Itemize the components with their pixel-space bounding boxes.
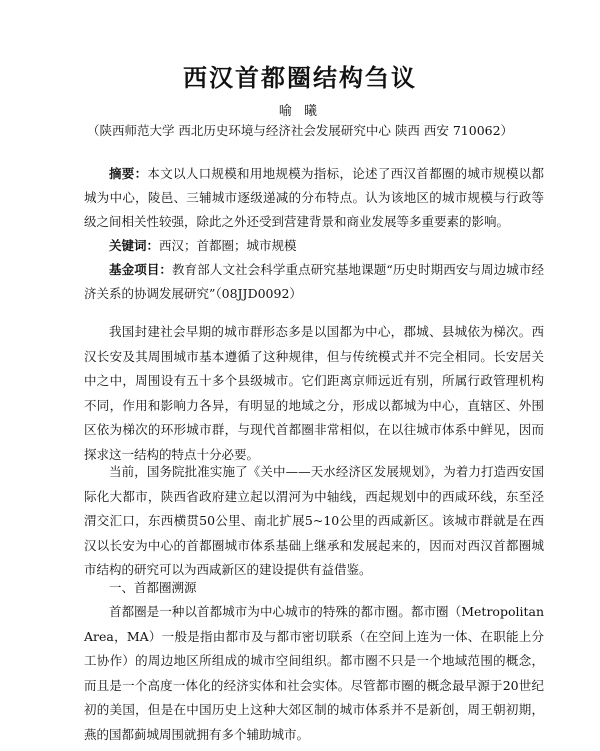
fund-text: 教育部人文社会科学重点研究基地课题“历史时期西安与周边城市经济关系的协调发展研究”（08JJD0092） <box>84 262 544 301</box>
fund-project <box>84 258 544 306</box>
keywords <box>84 234 544 258</box>
abstract-text: 本文以人口规模和用地规模为指标，论述了西汉首都圈的城市规模以都城为中心，陵邑、三辅城市逐级递减的分布特点。认为该地区的城市规模与行政等级之间相关性较强，除此之外还受到营建背景和商业发展等多重要素的影响。 <box>84 166 544 229</box>
body-paragraph-1: 我国封建社会早期的城市群形态多是以国都为中心，郡城、县城依为梯次。西汉长安及其周围城市基本遵循了这种规律，但与传统模式并不完全相同。长安居关中之中，周围设有五十多个县级城市。它们距离京师远近有别，所属行政管理机构不同，作用和影响力各异，有明显的地域之分，形成以都城为中心，直辖区、外围区依为梯次的环形城市群，与现代首都圈非常相似，在以往城市体系中鲜见，因而探求这一结构的特点十分必要。 <box>84 324 544 462</box>
paper-title: 西汉首都圈结构刍议 <box>183 63 417 92</box>
section-heading-1: 一、首都圈溯源 <box>109 580 197 595</box>
fund-label: 基金项目： <box>109 262 173 277</box>
author-name: 喻 曦 <box>278 104 322 119</box>
abstract-label: 摘要： <box>109 166 148 181</box>
keywords-label: 关键词： <box>109 238 160 253</box>
author-affiliation: （陕西师范大学 西北历史环境与经济社会发展研究中心 陕西 西安 710062） <box>86 123 514 138</box>
abstract <box>84 162 544 234</box>
body-paragraph-2: 当前，国务院批准实施了《关中——天水经济区发展规划》，为着力打造西安国际化大都市，陕西省政府建立起以渭河为中轴线，西起规划中的西咸环线，东至泾渭交汇口，东西横贯50公里、南北扩展5~10公里的西咸新区。该城市群就是在西汉以长安为中心的首都圈城市体系基础上继承和发展起来的，因而对西汉首都圈城市结构的研究可以为西咸新区的建设提供有益借鉴。 <box>84 464 544 577</box>
keywords-text: 西汉；首都圈；城市规模 <box>159 238 297 253</box>
body-paragraph-3: 首都圈是一种以首都城市为中心城市的特殊的都市圈。都市圈（Metropolitan Area，MA）一般是指由都市及与都市密切联系（在空间上连为一体、在职能上分工协作）的周边地区所组成的城市空间组织。都市圈不只是一个地域范围的概念，而且是一个高度一体化的经济实体和社会实体。尽管都市圈的概念最早源于20世纪初的美国，但是在中国历史上这种大郊区制的城市体系并不是新创，周王朝初期，燕的国都蓟城周围就拥有多个辅助城市。 <box>84 604 544 742</box>
